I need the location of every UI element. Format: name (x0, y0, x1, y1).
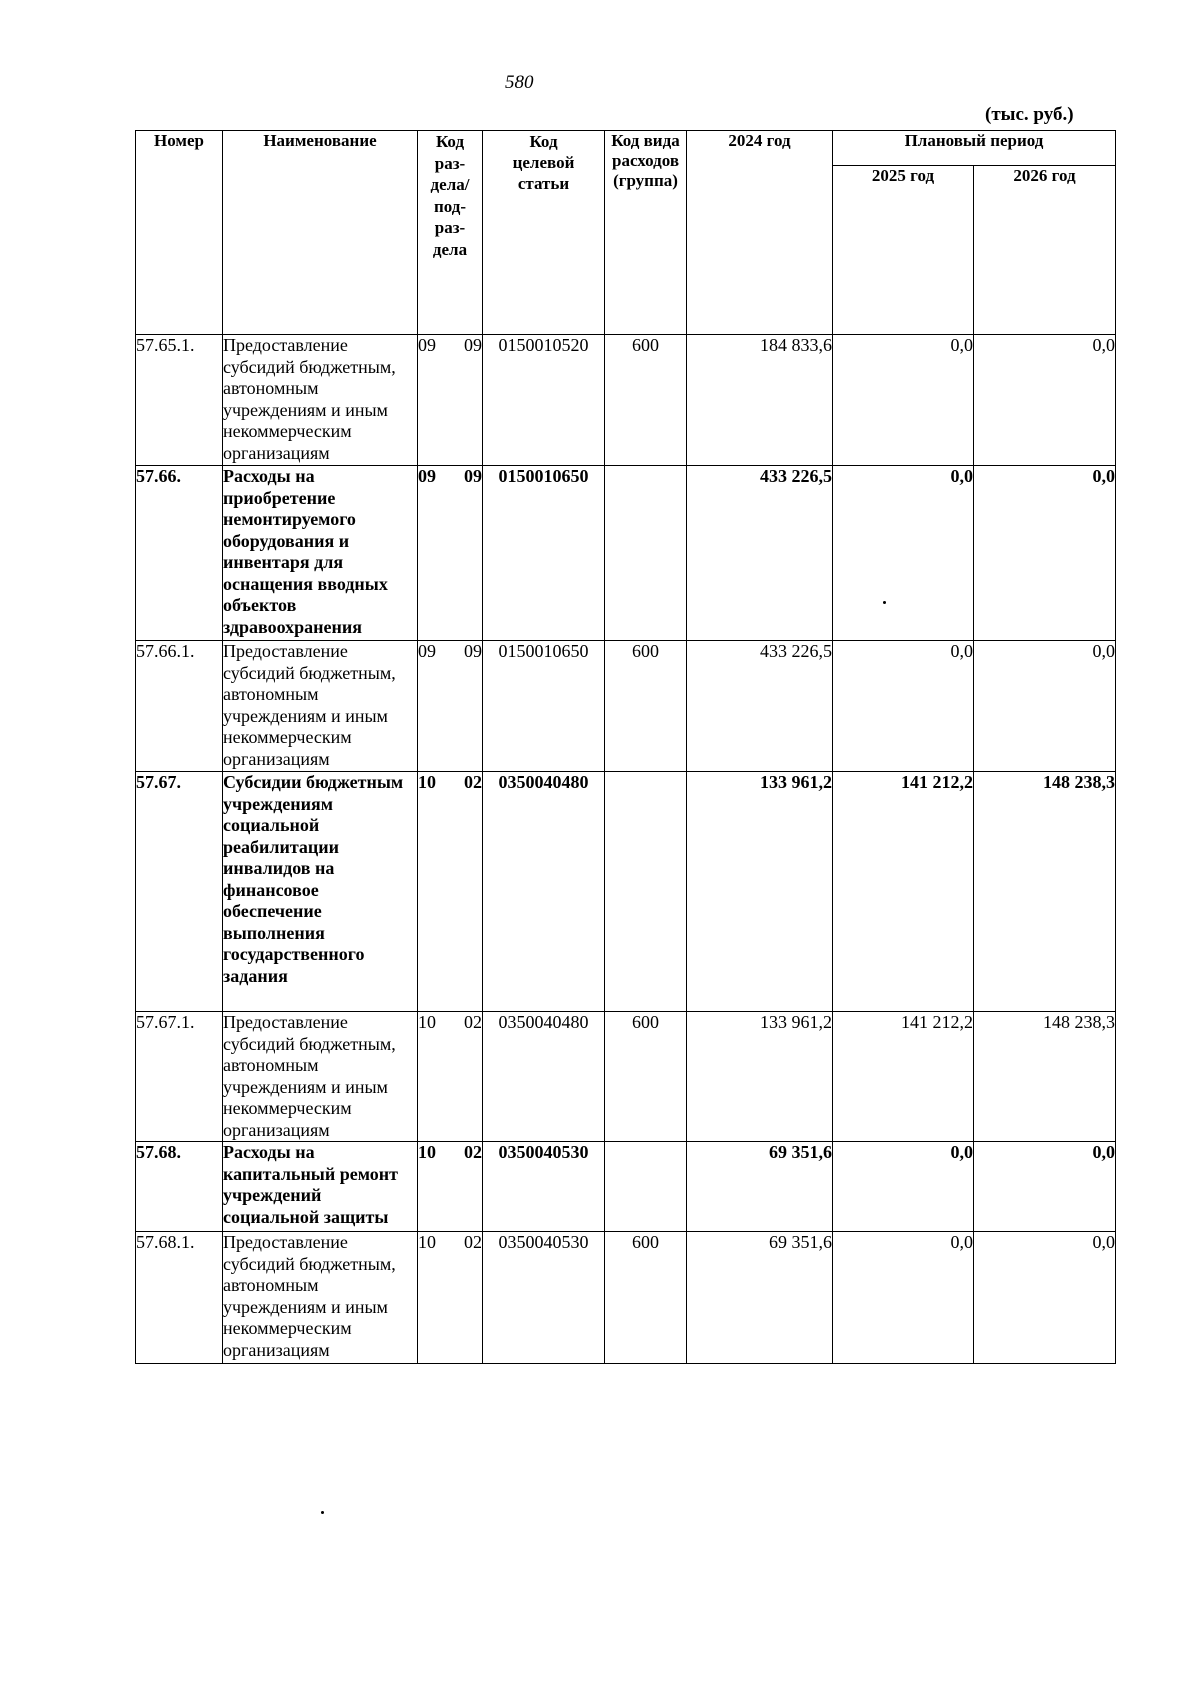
cell-name: Предоставление субсидий бюджетным, автономным учреждениям и иным некоммерческим организациям (223, 641, 418, 772)
header-razdel-text: Код раз- дела/ под- раз- дела (430, 132, 470, 259)
cell-prz: 02 (464, 772, 482, 792)
cell-target: 0350040480 (483, 1012, 605, 1142)
cell-vid (605, 772, 687, 1012)
cell-target: 0350040530 (483, 1142, 605, 1232)
header-vid: Код вида расходов (группа) (605, 131, 687, 335)
cell-target: 0150010650 (483, 641, 605, 772)
cell-target: 0350040530 (483, 1232, 605, 1364)
cell-razdel (418, 1142, 483, 1232)
cell-2026: 0,0 (974, 641, 1116, 772)
cell-rz: 10 (418, 1012, 436, 1032)
header-razdel (418, 131, 483, 335)
table-row (136, 466, 1116, 641)
cell-number: 57.66.1. (136, 641, 223, 772)
cell-number: 57.66. (136, 466, 223, 641)
header-2024: 2024 год (687, 131, 833, 335)
cell-rz: 09 (418, 466, 436, 486)
page-number: 580 (505, 72, 534, 93)
cell-name: Расходы на приобретение немонтируемого оборудования и инвентаря для оснащения вводных объектов здравоохранения (223, 466, 418, 641)
table-row (136, 1142, 1116, 1232)
cell-razdel (418, 1012, 483, 1142)
cell-target: 0150010520 (483, 335, 605, 466)
cell-rz: 10 (418, 1142, 436, 1162)
header-2025: 2025 год (833, 166, 974, 335)
cell-2025: 0,0 (833, 641, 974, 772)
cell-2026: 148 238,3 (974, 772, 1116, 1012)
cell-prz: 02 (464, 1232, 482, 1252)
cell-name: Предоставление субсидий бюджетным, автономным учреждениям и иным некоммерческим организациям (223, 335, 418, 466)
cell-2024: 184 833,6 (687, 335, 833, 466)
cell-vid: 600 (605, 1012, 687, 1142)
cell-target: 0150010650 (483, 466, 605, 641)
table-row (136, 335, 1116, 466)
cell-2025: 0,0 (833, 466, 974, 641)
table-row (136, 772, 1116, 1012)
cell-2025: 141 212,2 (833, 1012, 974, 1142)
cell-2024: 69 351,6 (687, 1142, 833, 1232)
cell-2024: 433 226,5 (687, 466, 833, 641)
table-body (136, 335, 1116, 1364)
cell-prz: 09 (464, 466, 482, 486)
cell-razdel (418, 641, 483, 772)
cell-2025: 0,0 (833, 1232, 974, 1364)
scan-speck (883, 601, 886, 604)
cell-number: 57.68. (136, 1142, 223, 1232)
cell-prz: 09 (464, 641, 482, 661)
budget-table (135, 130, 1116, 1364)
cell-2024: 133 961,2 (687, 772, 833, 1012)
table-row (136, 1012, 1116, 1142)
cell-2025: 0,0 (833, 335, 974, 466)
cell-prz: 02 (464, 1142, 482, 1162)
cell-rz: 09 (418, 335, 436, 355)
scan-speck (321, 1511, 324, 1514)
cell-number: 57.68.1. (136, 1232, 223, 1364)
table-row (136, 641, 1116, 772)
cell-rz: 10 (418, 1232, 436, 1252)
cell-name: Предоставление субсидий бюджетным, автономным учреждениям и иным некоммерческим организациям (223, 1012, 418, 1142)
cell-2026: 0,0 (974, 335, 1116, 466)
cell-2026: 0,0 (974, 1232, 1116, 1364)
cell-razdel (418, 335, 483, 466)
cell-2025: 0,0 (833, 1142, 974, 1232)
header-row (136, 131, 1116, 166)
cell-razdel (418, 772, 483, 1012)
cell-razdel (418, 466, 483, 641)
cell-vid (605, 1142, 687, 1232)
cell-number: 57.67. (136, 772, 223, 1012)
cell-rz: 09 (418, 641, 436, 661)
cell-name: Субсидии бюджетным учреждениям социальной реабилитации инвалидов на финансовое обеспечение выполнения государственного задания (223, 772, 418, 1012)
header-target (483, 131, 605, 335)
cell-vid (605, 466, 687, 641)
cell-vid: 600 (605, 335, 687, 466)
cell-number: 57.67.1. (136, 1012, 223, 1142)
cell-name: Предоставление субсидий бюджетным, автономным учреждениям и иным некоммерческим организациям (223, 1232, 418, 1364)
cell-name: Расходы на капитальный ремонт учреждений социальной защиты (223, 1142, 418, 1232)
cell-vid: 600 (605, 1232, 687, 1364)
cell-2024: 433 226,5 (687, 641, 833, 772)
cell-prz: 02 (464, 1012, 482, 1032)
cell-2026: 0,0 (974, 466, 1116, 641)
cell-target: 0350040480 (483, 772, 605, 1012)
cell-prz: 09 (464, 335, 482, 355)
cell-2024: 69 351,6 (687, 1232, 833, 1364)
cell-2026: 0,0 (974, 1142, 1116, 1232)
cell-2026: 148 238,3 (974, 1012, 1116, 1142)
cell-number: 57.65.1. (136, 335, 223, 466)
cell-razdel (418, 1232, 483, 1364)
header-name: Наименование (223, 131, 418, 335)
units-label: (тыс. руб.) (985, 104, 1074, 125)
cell-vid: 600 (605, 641, 687, 772)
header-target-text: Код целевой статьи (512, 132, 575, 193)
header-number: Номер (136, 131, 223, 335)
header-2026: 2026 год (974, 166, 1116, 335)
cell-2024: 133 961,2 (687, 1012, 833, 1142)
table-row (136, 1232, 1116, 1364)
cell-2025: 141 212,2 (833, 772, 974, 1012)
header-plan-period: Плановый период (833, 131, 1116, 166)
cell-rz: 10 (418, 772, 436, 792)
